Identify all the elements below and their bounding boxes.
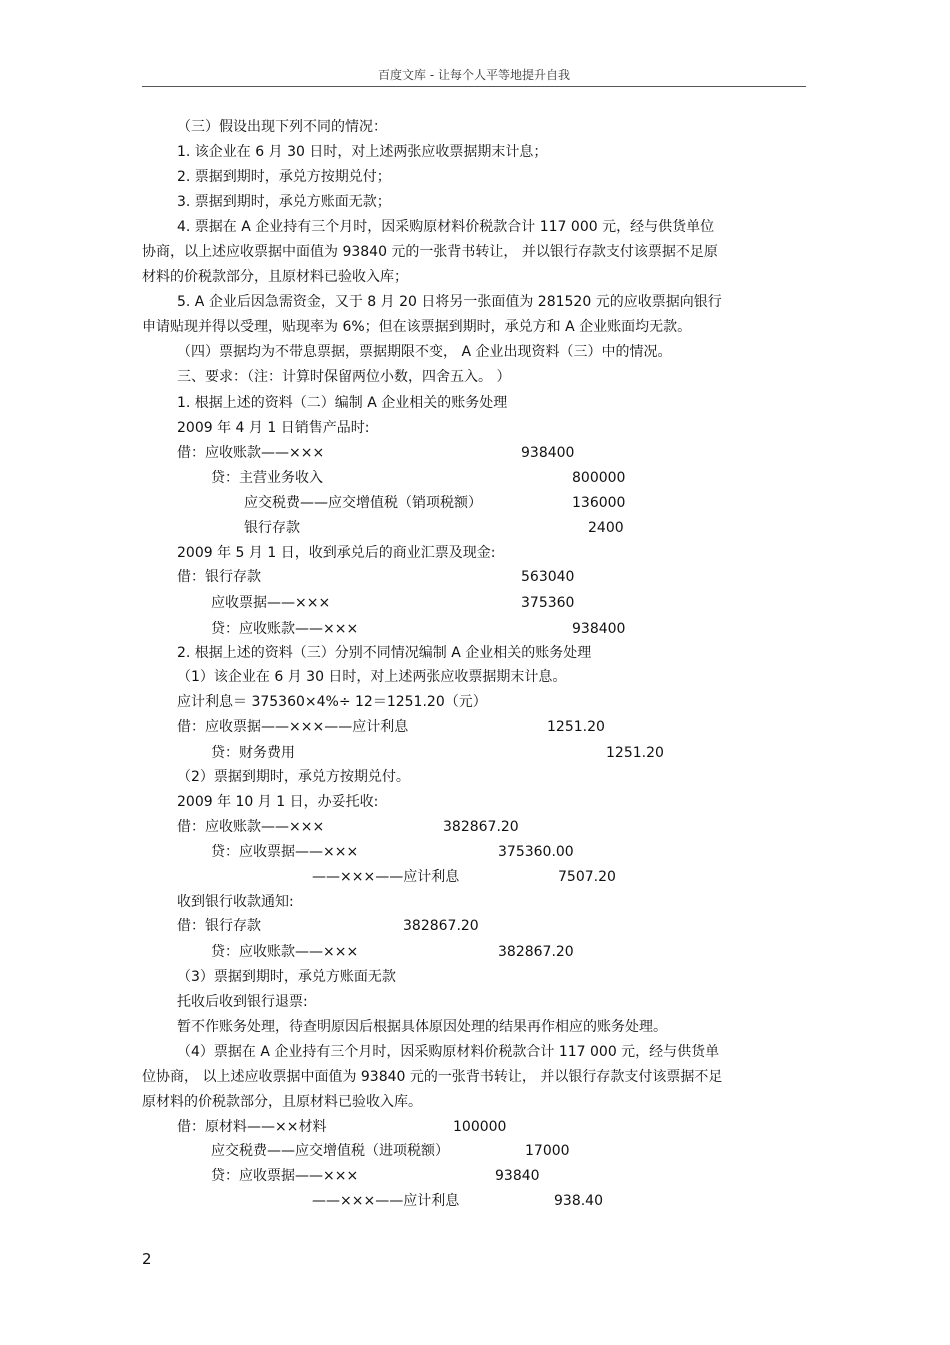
- journal-entry-account: 应收票据——×××: [211, 595, 331, 611]
- journal-entry-amount: 1251.20: [606, 745, 664, 761]
- text-line: （1）该企业在 6 月 30 日时，对上述两张应收票据期末计息。: [177, 669, 567, 685]
- journal-entry-amount: 17000: [525, 1143, 570, 1159]
- text-line: 协商，以上述应收票据中面值为 93840 元的一张背书转让， 并以银行存款支付该票据不足原: [142, 244, 718, 260]
- journal-entry-amount: 375360.00: [498, 844, 574, 860]
- text-line: 材料的价税款部分，且原材料已验收入库；: [142, 269, 408, 285]
- text-line: 2009 年 4 月 1 日销售产品时:: [177, 420, 370, 436]
- journal-entry-amount: 136000: [572, 495, 626, 511]
- journal-entry-amount: 938400: [521, 445, 575, 461]
- text-line: 托收后收到银行退票:: [177, 994, 308, 1010]
- journal-entry-account: 借：原材料——××材料: [177, 1119, 327, 1135]
- journal-entry-amount: 382867.20: [498, 944, 574, 960]
- journal-entry-amount: 2400: [588, 520, 624, 536]
- text-line: （三）假设出现下列不同的情况：: [177, 119, 387, 135]
- journal-entry-account: ——×××——应计利息: [312, 1193, 460, 1209]
- text-line: 3. 票据到期时，承兑方账面无款；: [177, 194, 391, 210]
- journal-entry-account: ——×××——应计利息: [312, 869, 460, 885]
- journal-entry-amount: 938400: [572, 621, 626, 637]
- journal-entry-amount: 563040: [521, 569, 575, 585]
- journal-entry-amount: 93840: [495, 1168, 540, 1184]
- journal-entry-amount: 1251.20: [547, 719, 605, 735]
- text-line: （4）票据在 A 企业持有三个月时，因采购原材料价税款合计 117 000 元，经与供货单: [177, 1044, 720, 1060]
- journal-entry-account: 借：应收账款——×××: [177, 445, 325, 461]
- journal-entry-account: 贷：主营业务收入: [211, 470, 323, 486]
- journal-entry-account: 贷：财务费用: [211, 745, 295, 761]
- text-line: 2. 票据到期时，承兑方按期兑付；: [177, 169, 391, 185]
- journal-entry-account: 应交税费——应交增值税（销项税额）: [244, 495, 482, 511]
- text-line: 4. 票据在 A 企业持有三个月时，因采购原材料价税款合计 117 000 元，经与供货单位: [177, 219, 715, 235]
- text-line: （2）票据到期时，承兑方按期兑付。: [177, 769, 410, 785]
- text-line: 2009 年 5 月 1 日，收到承兑后的商业汇票及现金:: [177, 545, 496, 561]
- text-line: 位协商， 以上述应收票据中面值为 93840 元的一张背书转让， 并以银行存款支付该票据不足: [142, 1069, 723, 1085]
- journal-entry-account: 贷：应收账款——×××: [211, 944, 359, 960]
- text-line: 2. 根据上述的资料（三）分别不同情况编制 A 企业相关的账务处理: [177, 645, 592, 661]
- text-line: 1. 该企业在 6 月 30 日时，对上述两张应收票据期末计息；: [177, 144, 548, 160]
- journal-entry-account: 银行存款: [244, 520, 300, 536]
- journal-entry-amount: 382867.20: [443, 819, 519, 835]
- journal-entry-amount: 382867.20: [403, 918, 479, 934]
- journal-entry-account: 借：银行存款: [177, 569, 261, 585]
- text-line: 5. A 企业后因急需资金，又于 8 月 20 日将另一张面值为 281520 元的应收票据向银行: [177, 294, 722, 310]
- page-number: 2: [142, 1250, 152, 1268]
- text-line: 2009 年 10 月 1 日，办妥托收:: [177, 794, 379, 810]
- journal-entry-amount: 375360: [521, 595, 575, 611]
- journal-entry-account: 应交税费——应交增值税（进项税额）: [211, 1143, 449, 1159]
- journal-entry-amount: 100000: [453, 1119, 507, 1135]
- journal-entry-amount: 7507.20: [558, 869, 616, 885]
- journal-entry-account: 借：应收票据——×××——应计利息: [177, 719, 409, 735]
- journal-entry-amount: 800000: [572, 470, 626, 486]
- journal-entry-amount: 938.40: [554, 1193, 603, 1209]
- section-heading: 三、要求：（注：计算时保留两位小数，四舍五入。 ）: [177, 369, 511, 385]
- page-header: 百度文库 - 让每个人平等地提升自我: [378, 68, 570, 82]
- text-line: （四）票据均为不带息票据，票据期限不变， A 企业出现资料（三）中的情况。: [177, 344, 672, 360]
- text-line: 收到银行收款通知:: [177, 894, 294, 910]
- journal-entry-account: 贷：应收票据——×××: [211, 844, 359, 860]
- journal-entry-account: 贷：应收账款——×××: [211, 621, 359, 637]
- journal-entry-account: 借：应收账款——×××: [177, 819, 325, 835]
- journal-entry-account: 贷：应收票据——×××: [211, 1168, 359, 1184]
- text-line: 1. 根据上述的资料（二）编制 A 企业相关的账务处理: [177, 395, 508, 411]
- header-divider: [142, 86, 806, 87]
- text-line: （3）票据到期时，承兑方账面无款: [177, 969, 396, 985]
- text-line: 暂不作账务处理，待查明原因后根据具体原因处理的结果再作相应的账务处理。: [177, 1019, 667, 1035]
- text-line: 申请贴现并得以受理，贴现率为 6%；但在该票据到期时，承兑方和 A 企业账面均无款。: [142, 319, 692, 335]
- text-line: 原材料的价税款部分，且原材料已验收入库。: [142, 1094, 422, 1110]
- text-line: 应计利息＝ 375360×4%÷ 12＝1251.20（元）: [177, 694, 487, 710]
- journal-entry-account: 借：银行存款: [177, 918, 261, 934]
